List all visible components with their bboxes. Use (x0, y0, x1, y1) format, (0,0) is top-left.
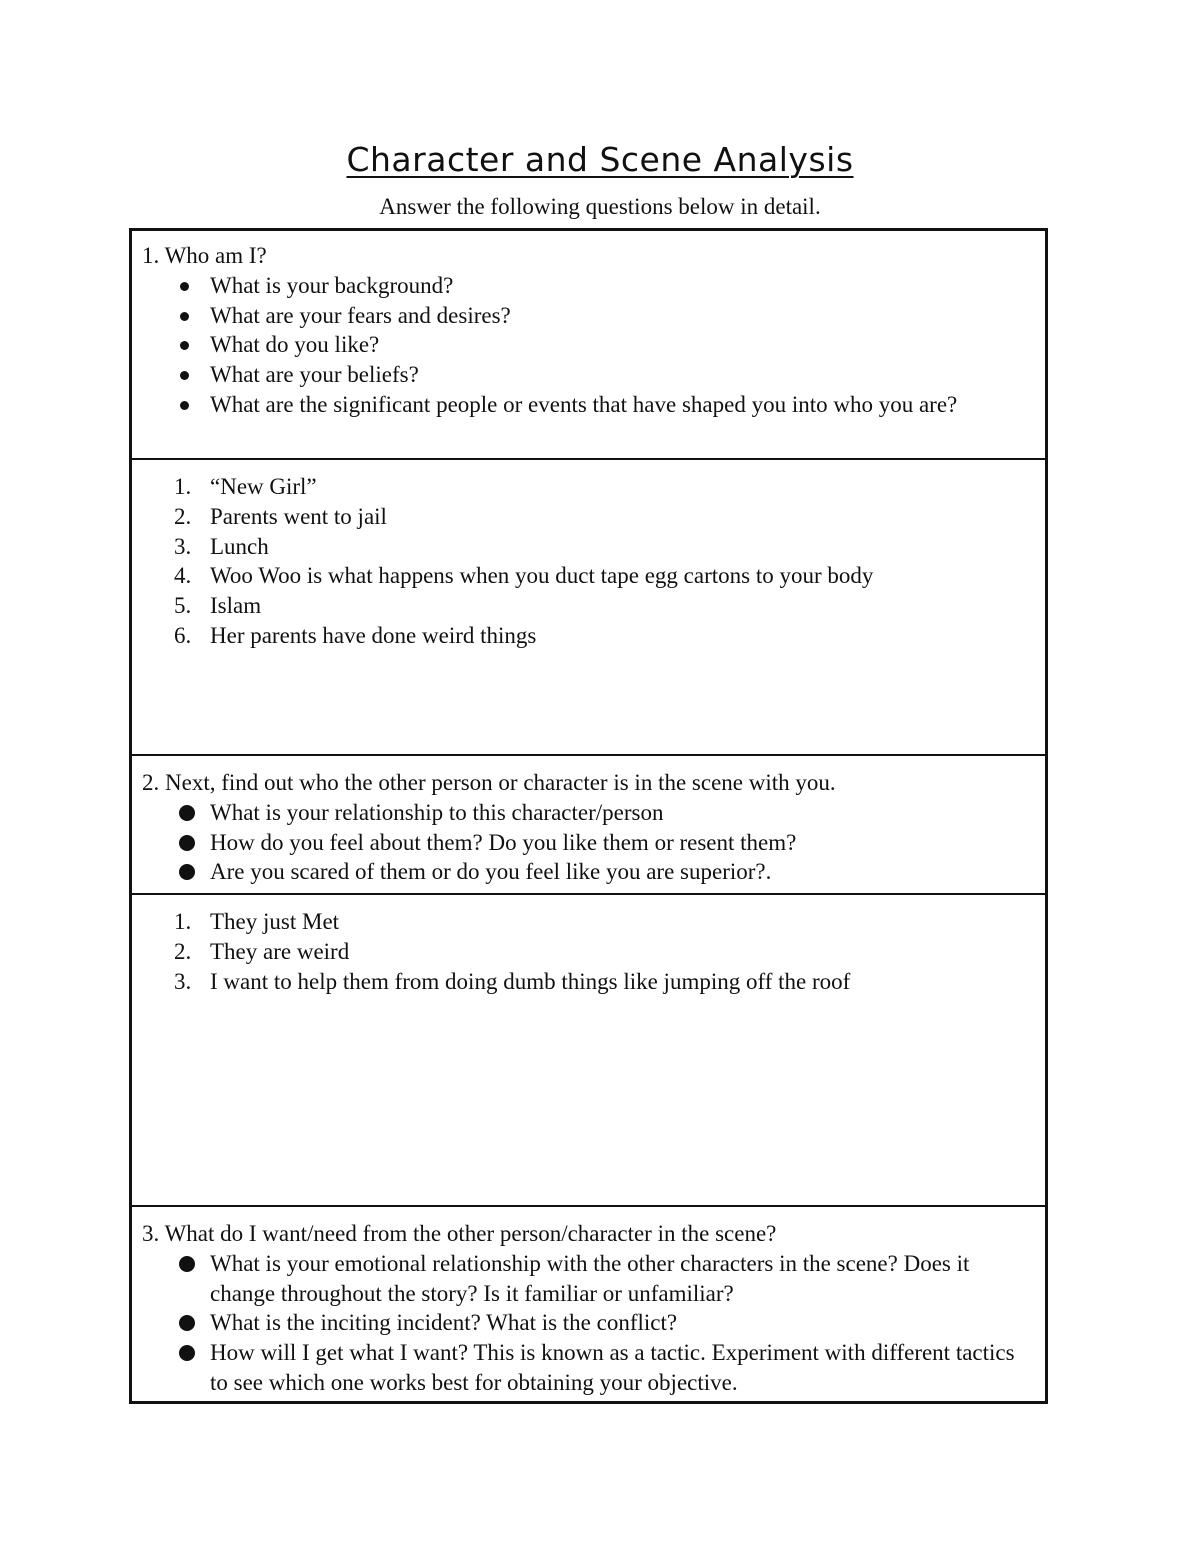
item-text: They are weird (210, 938, 350, 964)
question-3-bullets (142, 1249, 1035, 1398)
question-2-bullets (142, 798, 1035, 887)
answer-2-cell[interactable] (132, 895, 1045, 1207)
item-text: “New Girl” (210, 474, 317, 499)
answer-item (142, 561, 1035, 591)
bullet-item: How do you feel about them? Do you like them or resent them? (142, 828, 1035, 858)
answer-1-list (142, 472, 1035, 651)
item-text: Lunch (210, 533, 269, 559)
question-1-bullets (142, 271, 1035, 420)
item-number: 1. (174, 474, 192, 499)
bullet-item: What is the inciting incident? What is the conflict? (142, 1308, 1035, 1338)
bullet-item: What are your beliefs? (142, 360, 1035, 390)
item-text: Parents went to jail (210, 503, 387, 529)
question-2-heading: 2. Next, find out who the other person or character is in the scene with you. (142, 770, 836, 795)
item-number: 2. (174, 503, 192, 529)
item-number: 1. (174, 909, 192, 934)
answer-1-cell[interactable] (132, 460, 1045, 756)
bullet-item: What is your relationship to this character/person (142, 798, 1035, 828)
bullet-item: How will I get what I want? This is known as a tactic. Experiment with different tactics to see which one works best for obtaining your objective. (142, 1338, 1035, 1398)
answer-item (142, 502, 1035, 532)
answer-item (142, 937, 1035, 967)
answer-item (142, 472, 1035, 502)
item-number: 3. (174, 533, 192, 559)
bullet-item: What do you like? (142, 330, 1035, 360)
answer-item (142, 591, 1035, 621)
answer-2-list (142, 907, 1035, 996)
bullet-item: What are the significant people or events that have shaped you into who you are? (142, 390, 1035, 420)
question-2-cell (132, 756, 1045, 895)
item-number: 5. (174, 593, 192, 619)
question-3-heading: 3. What do I want/need from the other person/character in the scene? (142, 1221, 777, 1246)
item-text: Her parents have done weird things (210, 622, 537, 648)
answer-item (142, 532, 1035, 562)
page-title: Character and Scene Analysis (346, 140, 854, 179)
item-text: Islam (210, 593, 262, 619)
item-number: 2. (174, 938, 192, 964)
answer-item (142, 967, 1035, 997)
item-number: 3. (174, 968, 192, 994)
item-text: Woo Woo is what happens when you duct tape egg cartons to your body (210, 563, 874, 589)
bullet-item: What is your background? (142, 271, 1035, 301)
answer-item (142, 621, 1035, 651)
worksheet-table (129, 228, 1048, 1404)
bullet-item: What is your emotional relationship with the other characters in the scene? Does it change throughout the story? Is it familiar or unfamiliar? (142, 1249, 1035, 1309)
bullet-item: Are you scared of them or do you feel like you are superior?. (142, 857, 1035, 887)
question-1-cell (132, 231, 1045, 460)
item-text: I want to help them from doing dumb things like jumping off the roof (210, 968, 851, 994)
item-number: 6. (174, 622, 192, 648)
question-1-heading: 1. Who am I? (142, 243, 267, 268)
item-number: 4. (174, 563, 192, 589)
instructions: Answer the following questions below in detail. (379, 194, 821, 219)
answer-item (142, 907, 1035, 937)
item-text: They just Met (210, 909, 340, 934)
bullet-item: What are your fears and desires? (142, 301, 1035, 331)
question-3-cell (132, 1207, 1045, 1401)
